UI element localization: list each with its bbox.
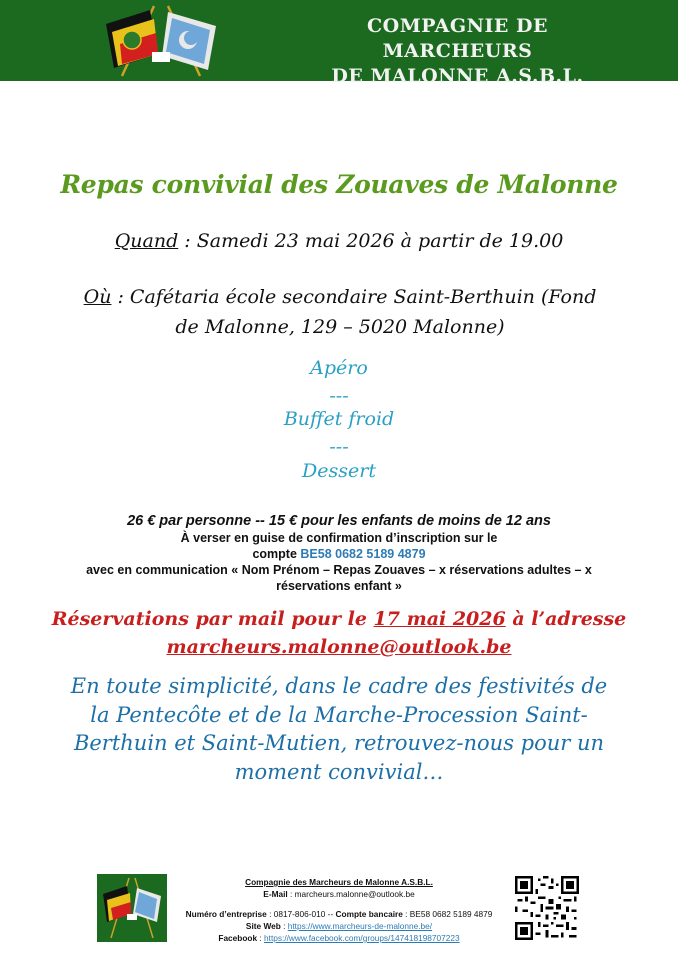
footer-logo-icon bbox=[97, 874, 167, 942]
footer-web-label: Site Web bbox=[245, 921, 281, 931]
when-value: : Samedi 23 mai 2026 à partir de 19.00 bbox=[178, 230, 564, 252]
price-line3: avec en communication « Nom Prénom – Repas Zouaves – x réservations adultes – x réservations enfant » bbox=[86, 563, 592, 593]
footer-fb-label: Facebook bbox=[218, 933, 258, 943]
org-title-line2: DE MALONNE A.S.B.L. bbox=[331, 65, 584, 87]
crossed-flags-logo-icon bbox=[92, 2, 230, 80]
footer-web-link[interactable]: https://www.marcheurs-de-malonne.be/ bbox=[287, 921, 433, 931]
menu-separator: --- bbox=[329, 436, 349, 458]
event-title: Repas convivial des Zouaves de Malonne bbox=[60, 170, 618, 199]
footer-email bbox=[180, 888, 498, 900]
footer-bank-value: : BE58 0682 5189 4879 bbox=[402, 909, 493, 919]
menu-separator: --- bbox=[329, 385, 349, 407]
org-title-line1: COMPAGNIE DE MARCHEURS bbox=[367, 15, 548, 62]
footer-contact bbox=[180, 876, 498, 944]
footer-org: Compagnie des Marcheurs de Malonne A.S.B.L. bbox=[245, 877, 433, 887]
when-label: Quand bbox=[114, 230, 179, 252]
closing-text: En toute simplicité, dans le cadre des festivités de la Pentecôte et de la Marche-Procession Saint-Berthuin et Saint-Mutien, retrouvez-nous pour un moment convivial… bbox=[70, 674, 608, 784]
footer-email-label: E-Mail bbox=[263, 889, 288, 899]
price-line1: À verser en guise de confirmation d’inscription sur le bbox=[180, 531, 498, 545]
footer-company-label: Numéro d’entreprise bbox=[185, 909, 267, 919]
event-where bbox=[70, 282, 610, 342]
reservation-date: 17 mai 2026 bbox=[373, 608, 506, 630]
footer-facebook-link[interactable]: https://www.facebook.com/groups/147418198707223 bbox=[264, 933, 460, 943]
footer-bank-label: Compte bancaire bbox=[335, 909, 403, 919]
footer-web bbox=[180, 920, 498, 932]
account-number: BE58 0682 5189 4879 bbox=[300, 547, 426, 561]
reservation-email-link[interactable]: marcheurs.malonne@outlook.be bbox=[166, 636, 512, 658]
reservation-prefix: Réservations par mail pour le bbox=[51, 608, 374, 630]
menu-item-dessert: Dessert bbox=[302, 460, 376, 482]
footer-email-value: : marcheurs.malonne@outlook.be bbox=[287, 889, 415, 899]
footer-web-sep: : bbox=[280, 921, 288, 931]
qr-code-icon[interactable] bbox=[515, 876, 579, 940]
footer-fb-sep: : bbox=[257, 933, 265, 943]
footer-company-value: : 0817-806-010 -- bbox=[266, 909, 336, 919]
where-value: : Cafétaria école secondaire Saint-Berthuin (Fond de Malonne, 129 – 5020 Malonne) bbox=[111, 286, 597, 338]
org-title bbox=[290, 14, 625, 89]
footer-facebook bbox=[180, 932, 498, 944]
price-line2 bbox=[60, 546, 618, 562]
price-main: 26 € par personne -- 15 € pour les enfants de moins de 12 ans bbox=[127, 513, 551, 529]
where-label: Où bbox=[83, 286, 112, 308]
menu-item-buffet: Buffet froid bbox=[283, 408, 395, 430]
reservation-notice bbox=[40, 605, 638, 661]
header-banner bbox=[0, 0, 678, 87]
event-when bbox=[0, 230, 678, 252]
reservation-suffix: à l’adresse bbox=[505, 608, 627, 630]
account-prefix: compte bbox=[252, 547, 301, 561]
footer-company bbox=[180, 908, 498, 920]
pricing-block bbox=[60, 512, 618, 594]
menu-item-apero: Apéro bbox=[310, 357, 368, 379]
